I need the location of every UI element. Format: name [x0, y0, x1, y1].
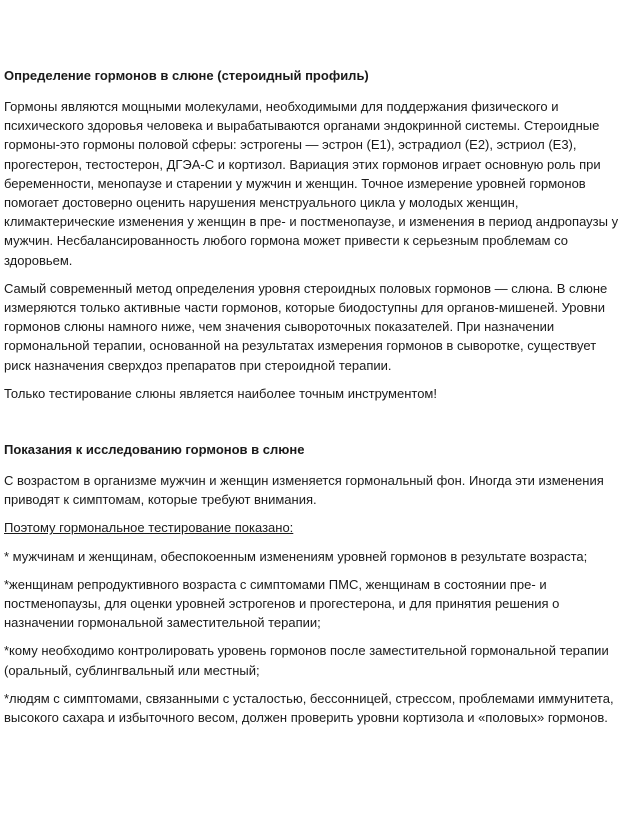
paragraph-age-changes: С возрастом в организме мужчин и женщин изменяется гормональный фон. Иногда эти изменения приводят к симптомам, которые требуют внимания. [4, 473, 604, 508]
section-heading-indications: Показания к исследованию гормонов в слюне [4, 442, 305, 458]
paragraph-hormones-intro: Гормоны являются мощными молекулами, необходимыми для поддержания физического и психического здоровья человека и вырабатываются органами эндокринной системы. Стероидные гормоны-это гормоны половой сферы: эстрогены — эстрон (Е1), эстрадиол (Е2), эстриол (Е3), прогестерон, тестостерон, ДГЭА-С и кортизол. Вариация этих гормонов играет основную роль при беременности, менопаузе и старении у мужчин и женщин. Точное измерение уровней гормонов помогает достоверно оценить нарушения менструального цикла у молодых женщин, климактерические изменения у женщин в пре- и постменопаузе, и изменения в период андропаузы у мужчин. Несбалансированность любого гормона может привести к серьезным проблемам со здоровьем. [4, 99, 619, 268]
section-spacer [4, 412, 624, 440]
section-heading-definition: Определение гормонов в слюне (стероидный профиль) [4, 68, 369, 83]
indication-item-hrt-control: *кому необходимо контролировать уровень гормонов после заместительной гормональной терапии (оральный, сублингвальный или местный; [4, 643, 609, 678]
indication-item-reproductive: *женщинам репродуктивного возраста с симптомами ПМС, женщинам в состоянии пре- и постменопаузы, для оценки уровней эстрогенов и прогестерона, и для принятия решения о назначении гормональной заместительной терапии; [4, 576, 560, 631]
indication-item-symptoms: *людям с симптомами, связанными с усталостью, бессонницей, стрессом, проблемами иммунитета, высокого сахара и избыточного весом, должен проверить уровни кортизола и «половых» гормонов. [4, 690, 614, 726]
paragraph-saliva-accuracy: Только тестирование слюны является наиболее точным инструментом! [4, 385, 437, 401]
indication-lead-text: Поэтому гормональное тестирование показано: [4, 520, 294, 536]
indication-item-age: * мужчинам и женщинам, обеспокоенным изменениям уровней гормонов в результате возраста; [4, 548, 588, 564]
paragraph-saliva-method: Самый современный метод определения уровня стероидных половых гормонов — слюна. В слюне измеряются только активные части гормонов, которые биодоступны для органов-мишеней. Уровни гормонов слюны намного ниже, чем значения сывороточных показателей. При назначении гормональной терапии, основанной на результатах измерения гормонов в сыворотке, существует риск назначения сверхдоз препаратов при стероидной терапии. [4, 280, 608, 373]
